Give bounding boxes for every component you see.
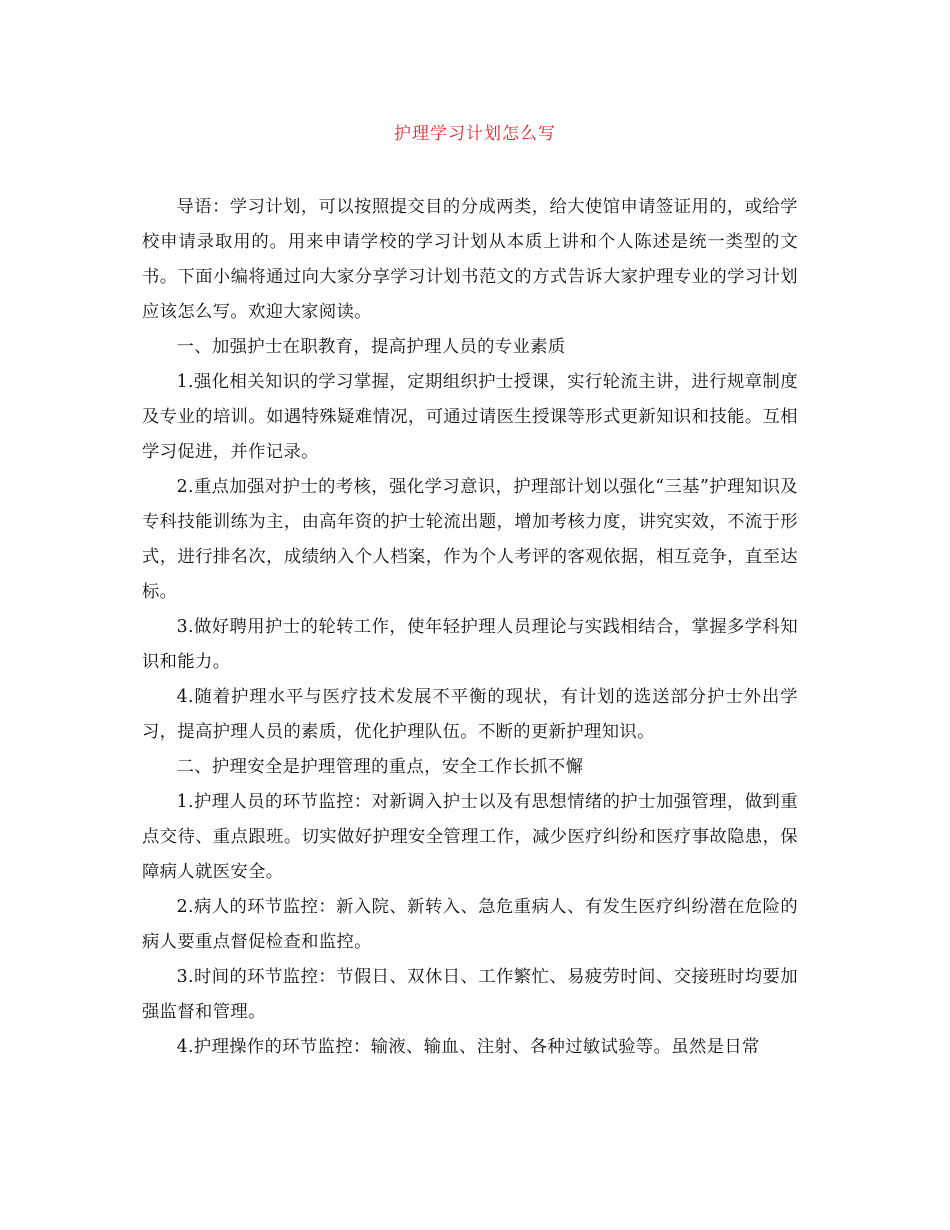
- paragraph-2-2: 2.病人的环节监控：新入院、新转入、急危重病人、有发生医疗纠纷潜在危险的病人要重点督促检查和监控。: [142, 897, 798, 952]
- intro-paragraph: 导语：学习计划，可以按照提交目的分成两类，给大使馆申请签证用的，或给学校申请录取用的。用来申请学校的学习计划从本质上讲和个人陈述是统一类型的文书。下面小编将通过向大家分享学习计划书范文的方式告诉大家护理专业的学习计划应该怎么写。欢迎大家阅读。: [142, 197, 798, 322]
- paragraph-2-4: 4.护理操作的环节监控：输液、输血、注射、各种过敏试验等。虽然是日常: [176, 1037, 760, 1057]
- paragraph-1-2: 2.重点加强对护士的考核，强化学习意识，护理部计划以强化“三基”护理知识及专科技能训练为主，由高年资的护士轮流出题，增加考核力度，讲究实效，不流于形式，进行排名次，成绩纳入个人档案，作为个人考评的客观依据，相互竞争，直至达标。: [142, 477, 798, 602]
- document-title: 护理学习计划怎么写: [394, 124, 556, 144]
- paragraph-1-1: 1.强化相关知识的学习掌握，定期组织护士授课，实行轮流主讲，进行规章制度及专业的培训。如遇特殊疑难情况，可通过请医生授课等形式更新知识和技能。互相学习促进，并作记录。: [142, 372, 798, 462]
- section-heading-1: 一、加强护士在职教育，提高护理人员的专业素质: [176, 337, 566, 357]
- paragraph-1-4: 4.随着护理水平与医疗技术发展不平衡的现状，有计划的选送部分护士外出学习，提高护理人员的素质，优化护理队伍。不断的更新护理知识。: [142, 687, 798, 742]
- section-heading-2: 二、护理安全是护理管理的重点，安全工作长抓不懈: [176, 757, 584, 777]
- document-body: [142, 190, 798, 1065]
- paragraph-2-1: 1.护理人员的环节监控：对新调入护士以及有思想情绪的护士加强管理，做到重点交待、重点跟班。切实做好护理安全管理工作，减少医疗纠纷和医疗事故隐患，保障病人就医安全。: [142, 792, 798, 882]
- paragraph-2-3: 3.时间的环节监控：节假日、双休日、工作繁忙、易疲劳时间、交接班时均要加强监督和管理。: [142, 967, 798, 1022]
- paragraph-1-3: 3.做好聘用护士的轮转工作，使年轻护理人员理论与实践相结合，掌握多学科知识和能力。: [142, 617, 798, 672]
